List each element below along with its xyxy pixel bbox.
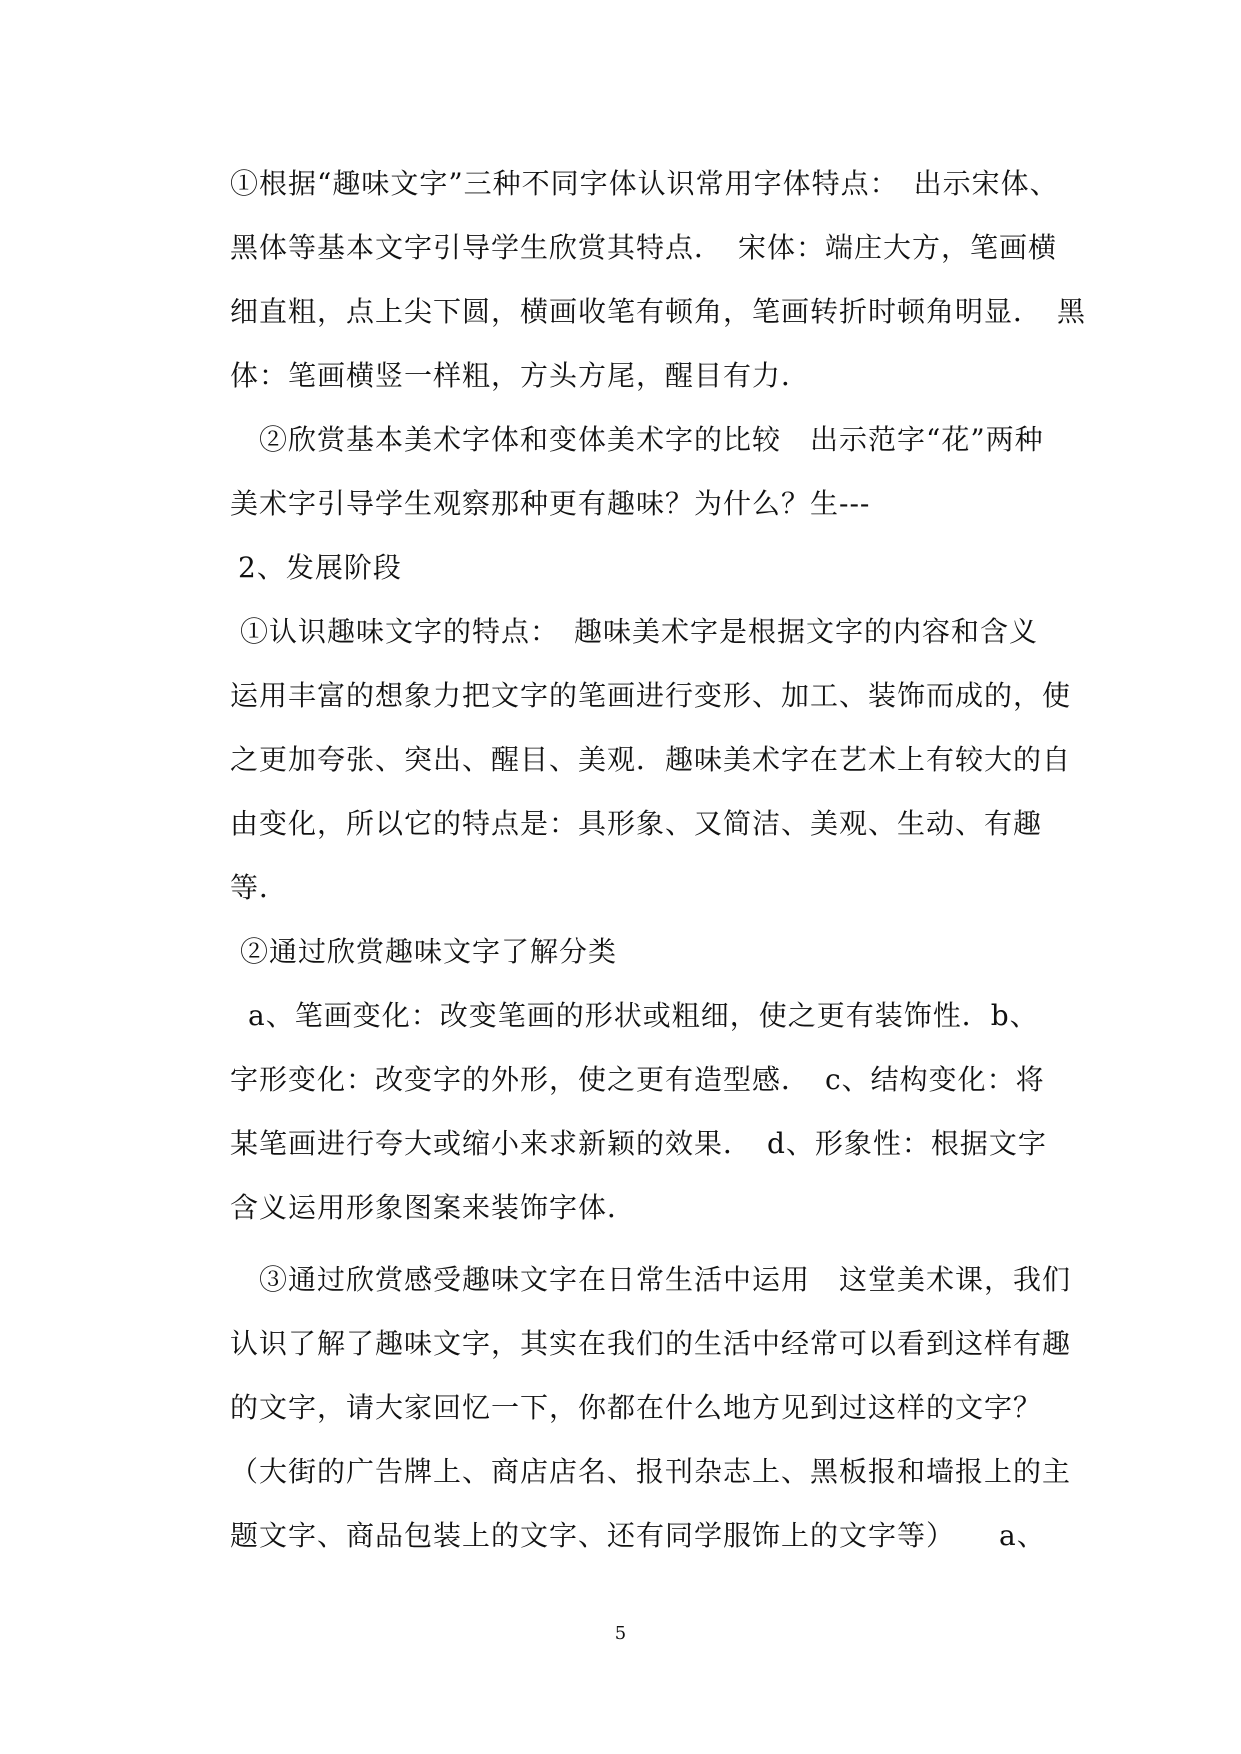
text-line: 含义运用形象图案来装饰字体． [230,1191,637,1224]
page-number: 5 [614,1623,627,1644]
text-line: 体：笔画横竖一样粗，方头方尾，醒目有力． [230,359,811,392]
text-line: ②欣赏基本美术字体和变体美术字的比较 出示范字“花”两种 [230,423,1044,456]
text-line: 运用丰富的想象力把文字的笔画进行变形、加工、装饰而成的，使 [230,679,1072,712]
text-line: 认识了解了趣味文字，其实在我们的生活中经常可以看到这样有趣 [230,1327,1072,1360]
text-line: 美术字引导学生观察那种更有趣味？为什么？生--- [230,487,871,520]
text-line: 的文字，请大家回忆一下，你都在什么地方见到过这样的文字？ [230,1391,1043,1424]
text-line: 之更加夸张、突出、醒目、美观．趣味美术字在艺术上有较大的自 [230,743,1072,776]
text-line: （大街的广告牌上、商店店名、报刊杂志上、黑板报和墙报上的主 [230,1455,1072,1488]
text-line: 黑体等基本文字引导学生欣赏其特点． 宋体：端庄大方，笔画横 [230,231,1058,264]
text-line: ②通过欣赏趣味文字了解分类 [240,935,618,968]
text-line: 细直粗，点上尖下圆，横画收笔有顿角，笔画转折时顿角明显． 黑 [230,295,1087,328]
text-line: ①认识趣味文字的特点： 趣味美术字是根据文字的内容和含义 [240,615,1039,648]
section-heading: 2、发展阶段 [238,551,402,584]
text-line: 题文字、商品包装上的文字、还有同学服饰上的文字等） a、 [230,1519,1046,1552]
text-line: 某笔画进行夸大或缩小来求新颖的效果． d、形象性：根据文字 [230,1127,1047,1160]
text-line: 字形变化：改变字的外形，使之更有造型感． c、结构变化：将 [230,1063,1045,1096]
text-line: 等． [230,871,289,904]
text-line: 由变化，所以它的特点是：具形象、又简洁、美观、生动、有趣 [230,807,1043,840]
text-line: ①根据“趣味文字”三种不同字体认识常用字体特点： 出示宋体、 [230,167,1059,200]
text-line: a、笔画变化：改变笔画的形状或粗细，使之更有装饰性．b、 [248,999,1039,1032]
text-line: ③通过欣赏感受趣味文字在日常生活中运用 这堂美术课，我们 [230,1263,1072,1296]
